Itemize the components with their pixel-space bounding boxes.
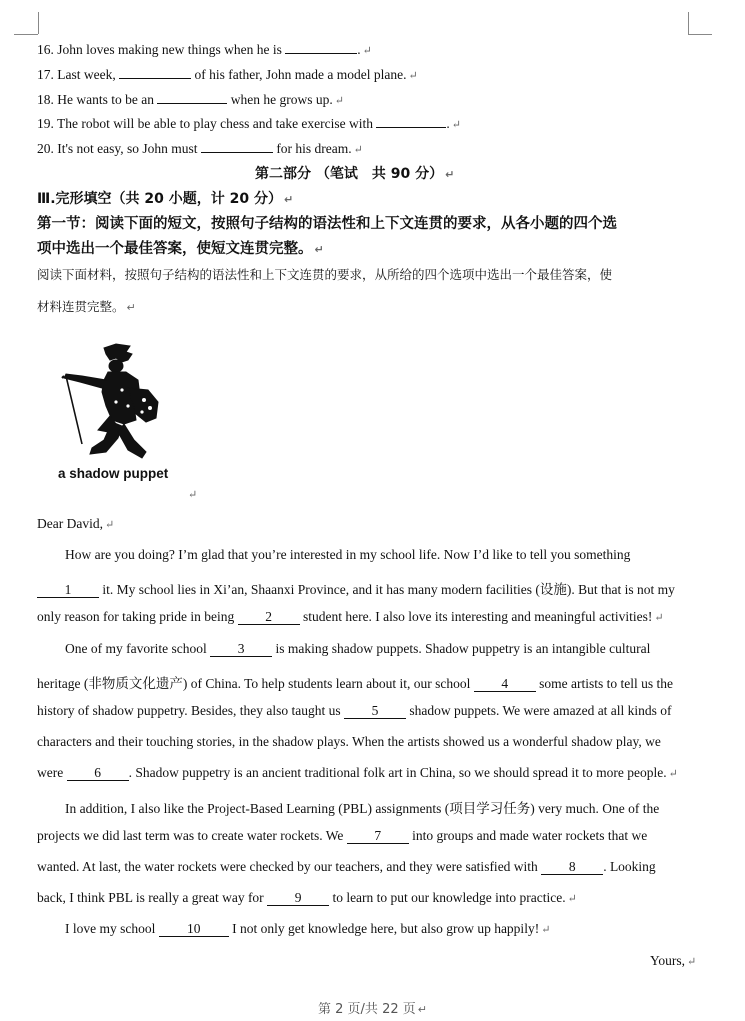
p2-line5: were 6 . Shadow puppetry is an ancient traditional folk art in China, so we should spread it to more people. ↵: [37, 765, 678, 780]
answer-blank[interactable]: [119, 65, 191, 79]
p4-line1: I love my school 10 I not only get knowledge here, but also grow up happily! ↵: [65, 921, 551, 936]
p2-line2: heritage (非物质文化遗产) of China. To help students learn about it, our school 4 some artists to tell us the: [37, 676, 673, 691]
p3-line1: In addition, I also like the Project-Based Learning (PBL) assignments (项目学习任务) very much. One of the: [65, 801, 660, 816]
instruction-line1: 阅读下面材料，按照句子结构的语法性和上下文连贯的要求，从所给的四个选项中选出一个最佳答案，使: [37, 267, 613, 282]
cloze-blank-4[interactable]: 4: [474, 677, 536, 692]
crop-mark: [38, 12, 39, 34]
answer-blank[interactable]: [376, 114, 446, 128]
shadow-puppet-image: [52, 340, 182, 465]
p1-line3: only reason for taking pride in being 2 student here. I also love its interesting and meaningful activities! ↵: [37, 609, 664, 624]
part2-heading: 第二部分 （笔试 共 90 分） ↵: [255, 166, 455, 182]
p2-line1: One of my favorite school 3 is making shadow puppets. Shadow puppetry is an intangible cultural: [65, 641, 651, 656]
question-19: 19. The robot will be able to play chess and take exercise with . ↵: [37, 116, 461, 131]
crop-mark: [14, 34, 38, 35]
p3-line2: projects we did last term was to create water rockets. We 7 into groups and made water rockets that we: [37, 828, 648, 843]
cloze-blank-7[interactable]: 7: [347, 829, 409, 844]
section1-heading-line1: 第一节：阅读下面的短文，按照句子结构的语法性和上下文连贯的要求，从各小题的四个选: [37, 216, 617, 232]
p2-line4: characters and their touching stories, in the shadow plays. When the artists showed us a wonderful shadow play, we: [37, 734, 661, 749]
cloze-blank-8[interactable]: 8: [541, 860, 603, 875]
image-caption: a shadow puppet: [58, 466, 169, 481]
instruction-line2: 材料连贯完整。 ↵: [37, 299, 136, 314]
answer-blank[interactable]: [201, 139, 273, 153]
cloze-blank-9[interactable]: 9: [267, 891, 329, 906]
cloze-blank-10[interactable]: 10: [159, 922, 229, 937]
p1-line1: How are you doing? I’m glad that you’re interested in my school life. Now I’d like to tell you something: [65, 547, 631, 562]
cloze-blank-3[interactable]: 3: [210, 642, 272, 657]
question-17: 17. Last week, of his father, John made a model plane. ↵: [37, 67, 418, 82]
question-18: 18. He wants to be an when he grows up. ↵: [37, 92, 344, 107]
crop-mark: [688, 34, 712, 35]
cloze-blank-1[interactable]: 1: [37, 583, 99, 598]
p2-line3: history of shadow puppetry. Besides, they also taught us 5 shadow puppets. We were amazed at all kinds of: [37, 703, 672, 718]
p3-line4: back, I think PBL is really a great way for 9 to learn to put our knowledge into practice. ↵: [37, 890, 577, 905]
page-footer: 第 2 页/共 22 页 ↵: [318, 1002, 427, 1017]
answer-blank[interactable]: [157, 90, 227, 104]
p3-line3: wanted. At last, the water rockets were checked by our teachers, and they were satisfied with 8 . Looking: [37, 859, 656, 874]
cloze-blank-2[interactable]: 2: [238, 610, 300, 625]
cloze-blank-6[interactable]: 6: [67, 766, 129, 781]
question-20: 20. It's not easy, so John must for his dream. ↵: [37, 141, 363, 156]
crop-mark: [688, 12, 689, 34]
cloze-blank-5[interactable]: 5: [344, 704, 406, 719]
section3-heading: Ⅲ.完形填空（共 20 小题，计 20 分） ↵: [37, 191, 294, 207]
letter-greeting: Dear David, ↵: [37, 516, 115, 531]
answer-blank[interactable]: [285, 40, 357, 54]
letter-closing: Yours, ↵: [650, 953, 697, 968]
p1-line2: 1 it. My school lies in Xi’an, Shaanxi Province, and it has many modern facilities (设施). But that is not my: [37, 578, 689, 598]
section1-heading-line2: 项中选出一个最佳答案，使短文连贯完整。 ↵: [37, 241, 324, 257]
question-16: 16. John loves making new things when he is . ↵: [37, 42, 372, 57]
paragraph-mark: ↵: [188, 489, 198, 501]
